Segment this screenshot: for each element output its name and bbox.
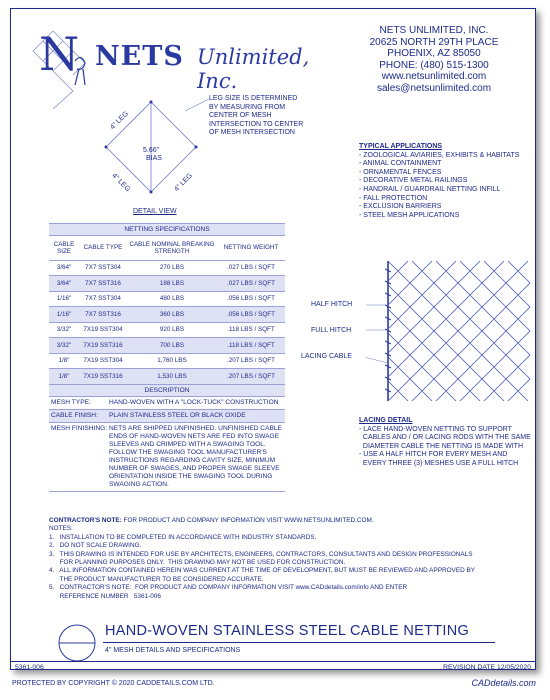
- spec-row: [49, 307, 285, 323]
- leg-label-bottom-right: 4" LEG: [173, 172, 194, 194]
- spec-row: [49, 322, 285, 338]
- mesh-type-value: HAND-WOVEN WITH A "LOCK-TUCK" CONSTRUCTION: [109, 399, 279, 406]
- leg-label-top-left: 4" LEG: [109, 110, 130, 132]
- mesh-strand: [508, 261, 536, 401]
- company-phone: PHONE: (480) 515-1300: [379, 59, 489, 71]
- leg-label-bottom-left: 4" LEG: [110, 172, 132, 194]
- description-table: [49, 384, 285, 492]
- application-item: - EXCLUSION BARRIERS: [359, 203, 442, 211]
- note-line: FOR PLANNING PURPOSES ONLY. THIS DRAWING MAY NOT BE USED FOR CONSTRUCTION.: [49, 559, 346, 567]
- mesh-type-label: MESH TYPE:: [51, 399, 91, 406]
- company-web[interactable]: www.netsunlimited.com: [381, 71, 487, 82]
- cell-netting-weight: .056 LBS / SQFT: [217, 291, 285, 307]
- contractor-note: [49, 517, 529, 525]
- cell-breaking-strength: 920 LBS: [127, 322, 217, 338]
- cell-netting-weight: .207 LBS / SQFT: [217, 369, 285, 385]
- mesh-strand: [366, 261, 432, 401]
- mesh-strand: [532, 261, 536, 401]
- cell-breaking-strength: 1,760 LBS: [127, 353, 217, 369]
- note-line: 3. THIS DRAWING IS INTENDED FOR USE BY ARCHITECTS, ENGINEERS, CONTRACTORS, CONSULTANTS AND DESIGN PROFESSIONALS: [49, 550, 473, 558]
- col-header-breaking-strength: CABLE NOMINAL BREAKING STRENGTH: [127, 236, 217, 260]
- leg-size-note: [209, 95, 303, 138]
- cell-cable-size: 3/32": [49, 338, 79, 354]
- cell-netting-weight: .207 LBS / SQFT: [217, 353, 285, 369]
- mesh-finishing-text: [109, 425, 285, 489]
- half-hitch-label: HALF HITCH: [311, 301, 353, 308]
- mesh-strand: [366, 261, 480, 401]
- cell-breaking-strength: 1,530 LBS: [127, 369, 217, 385]
- note-line: 4. ALL INFORMATION CONTAINED HEREIN WAS CURRENT AT THE TIME OF DEVELOPMENT, BUT MUST BE REVIEWED AND APPROVED BY: [49, 567, 475, 575]
- lacing-diagram: [366, 259, 536, 404]
- application-item: - HANDRAIL / GUARDRAIL NETTING INFILL: [359, 185, 501, 193]
- contractor-note-label: CONTRACTOR'S NOTE:: [49, 517, 122, 524]
- company-address-1: 20625 NORTH 29TH PLACE: [369, 36, 499, 48]
- cell-cable-type: 7X7 SST304: [79, 291, 127, 307]
- note-line: INTERSECTION TO CENTER: [209, 120, 304, 128]
- bottom-rule: [11, 661, 535, 662]
- finishing-line: NETS ARE SHIPPED UNFINISHED. UNFINISHED CABLE: [109, 425, 282, 432]
- cell-cable-size: 3/32": [49, 322, 79, 338]
- cell-cable-size: 1/16": [49, 291, 79, 307]
- mesh-strand: [412, 261, 536, 401]
- cable-finish-label: CABLE FINISH:: [51, 412, 98, 419]
- company-name: NETS UNLIMITED, INC.: [379, 25, 489, 36]
- mesh-strand: [532, 261, 536, 401]
- cell-netting-weight: .118 LBS / SQFT: [217, 338, 285, 354]
- application-item: - ORNAMENTAL FENCES: [359, 168, 442, 176]
- cell-cable-size: 1/8": [49, 353, 79, 369]
- reference-number: 5361-006: [15, 664, 44, 671]
- finishing-line: SLEEVES AND CRIMPED WITH A SWAGING TOOL.: [109, 441, 266, 448]
- mesh-strand: [508, 261, 536, 401]
- lacing-line: - USE A HALF HITCH FOR EVERY MESH AND: [359, 451, 508, 459]
- col-header-cable-type: CABLE TYPE: [79, 236, 127, 260]
- bias-label: BIAS: [146, 155, 162, 162]
- title-block-circle: [55, 621, 99, 665]
- detail-view-caption: DETAIL VIEW: [133, 208, 177, 215]
- mesh-strand: [366, 261, 384, 401]
- logo-nets-text: NETS: [95, 41, 184, 72]
- lacing-line: CABLES AND / OR LACING RODS WITH THE SAME: [359, 434, 531, 442]
- mesh-strand: [436, 261, 536, 401]
- spec-row: [49, 338, 285, 354]
- mesh-strand: [366, 261, 384, 401]
- company-email[interactable]: sales@netsunlimited.com: [376, 82, 492, 94]
- cell-breaking-strength: 270 LBS: [127, 260, 217, 276]
- finishing-line: NUMBER OF SWAGES, AND PROPER SWAGE SLEEVE: [109, 465, 280, 472]
- contractor-note-text: FOR PRODUCT AND COMPANY INFORMATION VISIT WWW.NETSUNLIMITED.COM.: [123, 517, 374, 524]
- applications-title: TYPICAL APPLICATIONS: [359, 143, 443, 150]
- cell-cable-type: 7X19 SST316: [79, 338, 127, 354]
- application-item: - FALL PROTECTION: [359, 194, 428, 202]
- revision-date: REVISION DATE 12/05/2020: [443, 664, 531, 671]
- notes-section: [49, 517, 529, 601]
- application-item: - ANIMAL CONTAINMENT: [359, 160, 442, 168]
- cell-cable-type: 7X7 SST316: [79, 307, 127, 323]
- cell-cable-type: 7X7 SST316: [79, 276, 127, 292]
- lacing-line: - LACE HAND-WOVEN NETTING TO SUPPORT: [359, 425, 512, 433]
- cell-cable-type: 7X19 SST304: [79, 322, 127, 338]
- note-line: REFERENCE NUMBER 5361-006: [49, 592, 161, 600]
- mesh-strand: [484, 261, 536, 401]
- finishing-line: ENDS OF HAND-WOVEN NETS ARE FED INTO SWAGE: [109, 433, 279, 440]
- col-header-netting-weight: NETTING WEIGHT: [217, 236, 285, 260]
- cable-finish-value: PLAIN STAINLESS STEEL OR BLACK OXIDE: [109, 412, 246, 419]
- spec-row: [49, 369, 285, 385]
- spec-row: [49, 291, 285, 307]
- mesh-strand: [460, 261, 536, 401]
- company-info: [349, 25, 519, 94]
- company-address-2: PHOENIX, AZ 85050: [387, 48, 481, 59]
- description-title: DESCRIPTION: [49, 384, 285, 397]
- spec-row: [49, 353, 285, 369]
- note-line: 1. INSTALLATION TO BE COMPLETED IN ACCORDANCE WITH INDUSTRY STANDARDS.: [49, 533, 317, 541]
- mesh-strand: [436, 261, 536, 401]
- application-item: - STEEL MESH APPLICATIONS: [359, 211, 460, 219]
- notes-label: NOTES:: [49, 525, 73, 533]
- application-item: - ZOOLOGICAL AVIARIES, EXHIBITS & HABITATS: [359, 151, 520, 159]
- bias-value: 5.66": [143, 147, 160, 154]
- drawing-sheet: [10, 8, 536, 670]
- spec-table-title: NETTING SPECIFICATIONS: [49, 223, 285, 236]
- note-line: 2. DO NOT SCALE DRAWING.: [49, 542, 142, 550]
- copyright-text: PROTECTED BY COPYRIGHT © 2020 CADDETAILS.COM LTD.: [12, 680, 215, 687]
- finishing-line: INSTRUCTIONS REGARDING CAVITY SIZE, MINIMUM: [109, 457, 276, 464]
- mesh-strand: [366, 261, 432, 401]
- drawing-title: HAND-WOVEN STAINLESS STEEL CABLE NETTING: [105, 623, 470, 639]
- cell-netting-weight: .027 LBS / SQFT: [217, 276, 285, 292]
- lacing-detail-title: LACING DETAIL: [359, 417, 413, 424]
- lacing-cable-label: LACING CABLE: [301, 353, 352, 360]
- note-line: THE PRODUCT MANUFACTURER TO BE CONSIDERED ACCURATE.: [49, 575, 264, 583]
- cell-breaking-strength: 360 LBS: [127, 307, 217, 323]
- application-item: - DECORATIVE METAL RAILINGS: [359, 177, 468, 185]
- mesh-finishing-label: MESH FINISHING:: [51, 425, 108, 432]
- cell-cable-size: 3/64": [49, 276, 79, 292]
- finishing-line: SWAGING ACTION.: [109, 481, 169, 488]
- cell-cable-size: 1/8": [49, 369, 79, 385]
- drawing-subtitle: 4" MESH DETAILS AND SPECIFICATIONS: [105, 647, 241, 654]
- spec-row: [49, 276, 285, 292]
- finishing-line: ORIENTATION INSIDE THE SWAGING TOOL DURING: [109, 473, 273, 480]
- lacing-detail: [359, 417, 531, 469]
- netting-spec-table: [49, 223, 285, 385]
- spec-row: [49, 260, 285, 276]
- finishing-line: FOLLOW THE SWAGING TOOL MANUFACTURER'S: [109, 449, 267, 456]
- mesh-strand: [412, 261, 536, 401]
- lacing-line: DIAMETER CABLE THE NETTING IS MADE WITH: [359, 442, 523, 450]
- cell-breaking-strength: 480 LBS: [127, 291, 217, 307]
- logo-letter-n: N: [39, 27, 80, 81]
- cell-cable-size: 1/16": [49, 307, 79, 323]
- description-row-mesh-type: [49, 397, 285, 410]
- lacing-line: EVERY THREE (3) MESHES USE A FULL HITCH: [359, 459, 519, 467]
- cell-netting-weight: .027 LBS / SQFT: [217, 260, 285, 276]
- mesh-strand: [484, 261, 536, 401]
- cell-cable-size: 3/64": [49, 260, 79, 276]
- note-line: LEG SIZE IS DETERMINED: [209, 95, 298, 102]
- description-row-mesh-finishing: [49, 423, 285, 492]
- typical-applications: [359, 143, 529, 220]
- note-line: BY MEASURING FROM: [209, 103, 286, 111]
- note-line: OF MESH INTERSECTION: [209, 129, 295, 137]
- cell-cable-type: 7X7 SST304: [79, 260, 127, 276]
- col-header-cable-size: CABLE SIZE: [49, 236, 79, 260]
- note-line: CENTER OF MESH: [209, 112, 272, 120]
- leg-note-leader: [181, 95, 211, 115]
- cell-cable-type: 7X19 SST304: [79, 353, 127, 369]
- title-underline: [103, 642, 495, 643]
- mesh-strand: [366, 261, 480, 401]
- description-row-finish: [49, 410, 285, 423]
- logo-script-text: Unlimited, Inc.: [197, 45, 310, 93]
- cell-breaking-strength: 700 LBS: [127, 338, 217, 354]
- cell-breaking-strength: 188 LBS: [127, 276, 217, 292]
- mesh-strand: [460, 261, 536, 401]
- cell-netting-weight: .056 LBS / SQFT: [217, 307, 285, 323]
- caddetails-brand[interactable]: CADdetails.com: [471, 678, 536, 688]
- cell-cable-type: 7X19 SST316: [79, 369, 127, 385]
- note-line: 5. CONTRACTOR'S NOTE: FOR PRODUCT AND COMPANY INFORMATION VISIT www.CADdetails.com/info AND ENTER: [49, 584, 408, 592]
- cell-netting-weight: .118 LBS / SQFT: [217, 322, 285, 338]
- full-hitch-label: FULL HITCH: [311, 327, 352, 334]
